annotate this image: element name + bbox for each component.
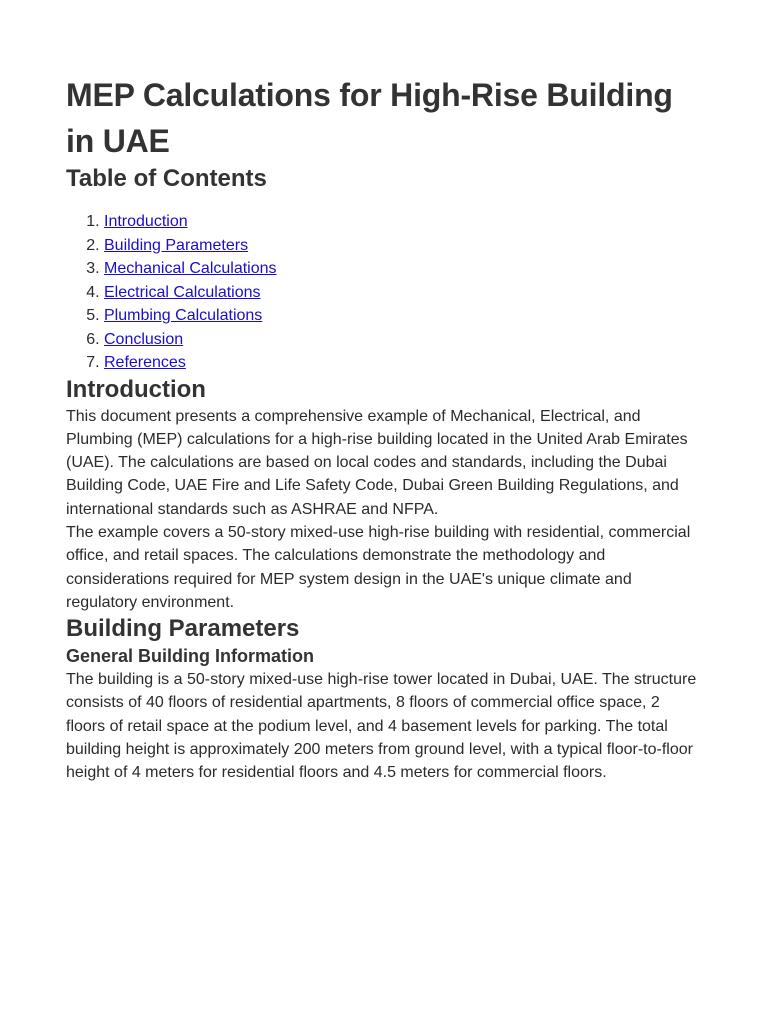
toc-item [104, 257, 702, 281]
toc-link-building-parameters[interactable]: Building Parameters [104, 236, 249, 254]
introduction-paragraph-1: This document presents a comprehensive example of Mechanical, Electrical, and Plumbing (MEP) calculations for a high-rise building located in the United Arab Emirates (UAE). The calculations are based on local codes and standards, including the Dubai Building Code, UAE Fire and Life Safety Code, Dubai Green Building Regulations, and international standards such as ASHRAE and NFPA. [66, 407, 688, 518]
toc-link-references[interactable]: References [104, 354, 186, 371]
table-of-contents [66, 210, 702, 375]
toc-item [104, 304, 702, 328]
toc-item [104, 328, 702, 352]
toc-item [104, 210, 702, 234]
toc-link-mechanical-calculations[interactable]: Mechanical Calculations [104, 260, 277, 277]
toc-link-plumbing-calculations[interactable]: Plumbing Calculations [104, 307, 263, 324]
document-title: MEP Calculations for High-Rise Building in UAE [66, 77, 673, 159]
introduction-heading: Introduction [66, 375, 206, 403]
general-building-information-paragraph: The building is a 50-story mixed-use high-rise tower located in Dubai, UAE. The structure consists of 40 floors of residential apartments, 8 floors of commercial office space, 2 floors of retail space at the podium level, and 4 basement levels for parking. The total building height is approximately 200 meters from ground level, with a typical floor-to-floor height of 4 meters for residential floors and 4.5 meters for commercial floors. [66, 671, 697, 782]
introduction-paragraph-2: The example covers a 50-story mixed-use high-rise building with residential, commercial office, and retail spaces. The calculations demonstrate the methodology and considerations required for MEP system design in the UAE's unique climate and regulatory environment. [66, 523, 691, 611]
toc-item [104, 234, 702, 258]
toc-heading: Table of Contents [66, 165, 267, 192]
toc-link-electrical-calculations[interactable]: Electrical Calculations [104, 283, 261, 301]
toc-item [104, 281, 702, 305]
toc-link-conclusion[interactable]: Conclusion [104, 330, 184, 348]
general-building-information-heading: General Building Information [66, 646, 315, 667]
toc-link-introduction[interactable]: Introduction [104, 213, 188, 230]
toc-item [104, 351, 702, 375]
building-parameters-heading: Building Parameters [66, 615, 300, 643]
